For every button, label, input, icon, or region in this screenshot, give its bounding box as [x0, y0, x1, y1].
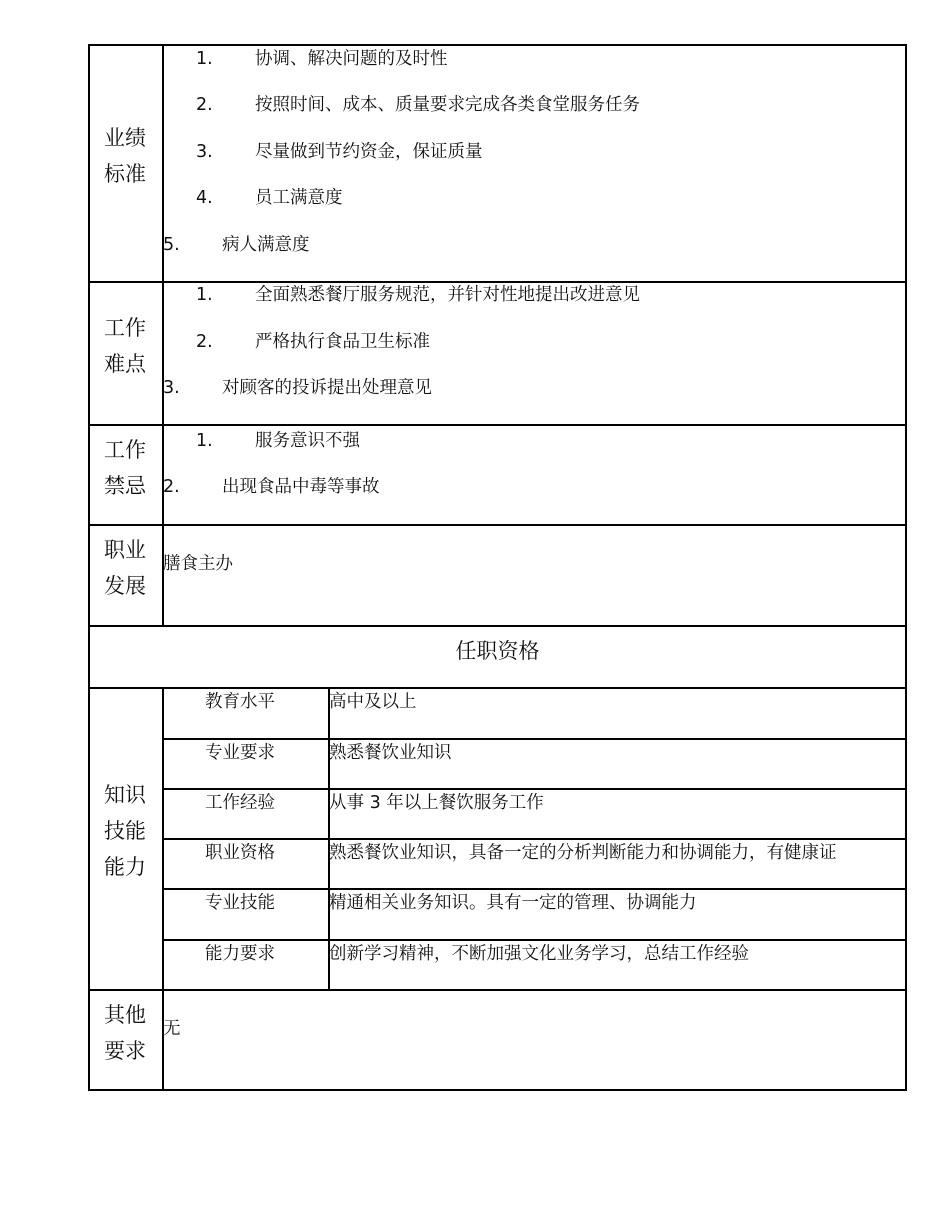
qualification-key: 能力要求 — [205, 944, 275, 964]
list-item: 病人满意度 — [222, 235, 310, 255]
list-item: 员工满意度 — [255, 188, 343, 208]
table-border-bottom — [88, 1089, 907, 1091]
subrow-divider — [162, 939, 907, 941]
table-border-top — [88, 44, 907, 46]
qualification-key: 工作经验 — [205, 793, 275, 813]
row-divider — [88, 989, 907, 991]
list-item-number: 1. — [196, 285, 213, 305]
subrow-divider — [162, 738, 907, 740]
career-label-line2: 发展 — [104, 574, 146, 598]
list-item-number: 3. — [196, 142, 213, 162]
table-border-right — [905, 44, 907, 1090]
row-divider — [88, 625, 907, 627]
list-item-number: 1. — [196, 431, 213, 451]
row-divider — [88, 424, 907, 426]
difficulty-label-line1: 工作 — [104, 316, 146, 340]
list-item-number: 3. — [163, 378, 180, 398]
label-column-divider — [162, 44, 164, 626]
list-item-number: 2. — [196, 332, 213, 352]
subrow-divider — [162, 888, 907, 890]
qualifications-label — [88, 777, 162, 885]
taboo-label-line2: 禁忌 — [104, 474, 146, 498]
other-label-line1: 其他 — [104, 1003, 146, 1027]
career-label-line1: 职业 — [104, 538, 146, 562]
list-item: 出现食品中毒等事故 — [222, 477, 380, 497]
subrow-divider — [162, 788, 907, 790]
row-divider — [88, 687, 907, 689]
list-item-number: 2. — [163, 477, 180, 497]
list-item-number: 5. — [163, 235, 180, 255]
performance-label-line2: 标准 — [104, 162, 146, 186]
subrow-divider — [162, 838, 907, 840]
qualifications-label-line2: 技能 — [104, 819, 146, 843]
other-label — [88, 997, 162, 1069]
qualification-key: 专业技能 — [205, 893, 275, 913]
taboo-label — [88, 432, 162, 504]
difficulty-label-line2: 难点 — [104, 352, 146, 376]
list-item: 按照时间、成本、质量要求完成各类食堂服务任务 — [255, 95, 640, 115]
qualification-key: 专业要求 — [205, 743, 275, 763]
list-item: 严格执行食品卫生标准 — [255, 332, 430, 352]
qualifications-label-line1: 知识 — [104, 783, 146, 807]
qualification-key: 教育水平 — [205, 692, 275, 712]
performance-label — [88, 120, 162, 192]
list-item: 协调、解决问题的及时性 — [255, 49, 448, 69]
list-item-number: 2. — [196, 95, 213, 115]
row-divider — [88, 524, 907, 526]
list-item-number: 4. — [196, 188, 213, 208]
difficulty-label — [88, 310, 162, 382]
qualification-value: 高中及以上 — [329, 692, 417, 712]
performance-label-line1: 业绩 — [104, 126, 146, 150]
other-label-line2: 要求 — [104, 1039, 146, 1063]
list-item: 尽量做到节约资金，保证质量 — [255, 142, 483, 162]
qualification-value: 从事 3 年以上餐饮服务工作 — [329, 793, 544, 813]
qualification-value: 创新学习精神，不断加强文化业务学习，总结工作经验 — [329, 944, 749, 964]
qualifications-label-line3: 能力 — [104, 855, 146, 879]
career-text: 膳食主办 — [163, 554, 233, 574]
qualification-value: 熟悉餐饮业知识，具备一定的分析判断能力和协调能力，有健康证 — [329, 843, 837, 863]
list-item: 服务意识不强 — [255, 431, 360, 451]
list-item: 全面熟悉餐厅服务规范，并针对性地提出改进意见 — [255, 285, 640, 305]
section-title: 任职资格 — [455, 639, 540, 663]
qualification-value: 熟悉餐饮业知识 — [329, 743, 452, 763]
list-item: 对顾客的投诉提出处理意见 — [222, 378, 432, 398]
list-item-number: 1. — [196, 49, 213, 69]
career-label — [88, 532, 162, 604]
qualification-value: 精通相关业务知识。具有一定的管理、协调能力 — [329, 893, 697, 913]
other-text: 无 — [163, 1019, 181, 1039]
taboo-label-line1: 工作 — [104, 438, 146, 462]
qualification-key: 职业资格 — [205, 843, 275, 863]
